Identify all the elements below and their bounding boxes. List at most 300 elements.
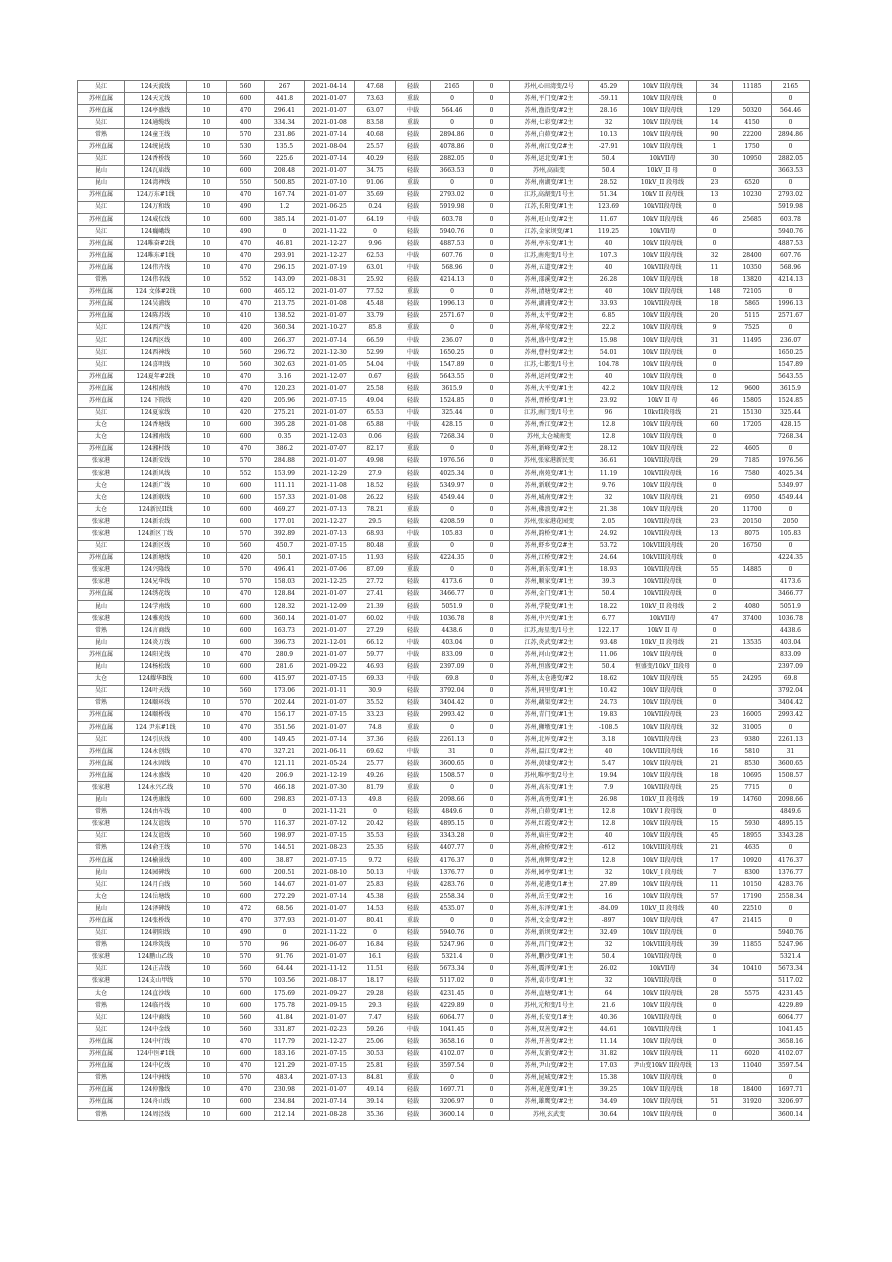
table-cell: 0 [474,746,510,758]
table-cell: 吴江 [78,117,125,129]
table-cell: 124相南线 [125,383,187,395]
table-cell: 53.72 [589,540,629,552]
table-cell: 昆山 [78,601,125,613]
table-cell: 中载 [396,250,431,262]
table-cell: 2021-12-27 [305,1036,355,1048]
table-cell: 张家港 [78,818,125,830]
table-cell: 5117.02 [431,975,474,987]
table-cell: 36.61 [589,455,629,467]
table-cell: 5321.4 [772,951,810,963]
table-cell: 2021-01-07 [305,93,355,105]
table-cell: 124绣花线 [125,588,187,600]
table-cell: 0 [355,927,396,939]
table-row [78,625,810,637]
table-cell: 32.49 [589,927,629,939]
table-cell: 0 [355,806,396,818]
table-cell: 3466.77 [431,588,474,600]
table-cell: 常熟 [78,129,125,141]
table-cell: 江苏,高湖变/1号主 [510,189,589,201]
table-cell: 0 [697,1072,733,1084]
table-cell: 200.51 [265,867,305,879]
table-cell: 2558.34 [431,891,474,903]
table-cell: 轻载 [396,963,431,975]
table-cell: 10 [187,927,227,939]
table-cell: 2021-01-08 [305,492,355,504]
table-cell: 396.73 [265,637,305,649]
table-cell: 吴江 [78,1024,125,1036]
table-cell: 124直沙线 [125,988,187,1000]
table-cell: 124张桥线 [125,915,187,927]
table-cell: 2021-07-10 [305,177,355,189]
table-cell: 轻载 [396,141,431,153]
table-cell: 281.6 [265,661,305,673]
table-cell: 苏州,岳王变/#2主 [510,891,589,903]
table-cell: 0 [772,117,810,129]
table-cell: 苏州,昆城变/#2主 [510,1072,589,1084]
table-cell: 5865 [733,298,772,310]
table-cell: 124临丹线 [125,1000,187,1012]
table-cell: 0 [474,528,510,540]
table-cell: 83.58 [355,117,396,129]
table-cell: 603.78 [431,214,474,226]
table-cell: 4176.37 [431,855,474,867]
table-cell [733,806,772,818]
table-row [78,407,810,419]
table-row [78,879,810,891]
table-cell: 175.78 [265,1000,305,1012]
table-cell [733,1000,772,1012]
table-cell: 47.68 [355,81,396,93]
table-cell: 3600.65 [431,758,474,770]
table-row [78,334,810,346]
table-cell: 2021-08-28 [305,1108,355,1120]
table-cell: 10kV II段母线 [629,758,697,770]
table-cell: 560 [227,359,265,371]
table-cell: 31 [431,746,474,758]
table-cell: 0 [474,903,510,915]
table-cell: 325.44 [431,407,474,419]
table-cell: 47 [697,915,733,927]
table-cell: 0 [697,1012,733,1024]
table-cell: 2021-01-07 [305,310,355,322]
table-cell: 10kV II段母线 [629,322,697,334]
table-cell: 13 [697,528,733,540]
table-cell: 苏州,渔沿变/#2主 [510,105,589,117]
table-cell: 10 [187,383,227,395]
table-cell: 10 [187,310,227,322]
table-cell: 苏州,佛浪变/#2主 [510,504,589,516]
table-cell: 5919.98 [772,201,810,213]
table-cell: 10 [187,649,227,661]
table-cell: 2021-07-15 [305,552,355,564]
table-cell [733,951,772,963]
table-cell: 吴江 [78,407,125,419]
table-cell: 10kVII母 [629,226,697,238]
table-cell: 603.78 [772,214,810,226]
table-cell: 苏州,新联变/#2主 [510,480,589,492]
table-cell: 570 [227,576,265,588]
table-cell: 5919.98 [431,201,474,213]
table-cell: 10 [187,334,227,346]
table-cell: 0 [431,782,474,794]
table-cell: 2894.86 [431,129,474,141]
table-cell: 1041.45 [772,1024,810,1036]
table-cell: 10kV II段母线 [629,818,697,830]
table-cell: 苏州,盛中变/#2主 [510,334,589,346]
table-cell: 12.8 [589,419,629,431]
table-cell: 轻载 [396,1060,431,1072]
table-cell: 2021-10-27 [305,322,355,334]
table-cell: 74.8 [355,721,396,733]
table-cell: 10kV II段母线 [629,359,697,371]
table-cell [733,1012,772,1024]
table-cell: 2021-01-07 [305,697,355,709]
table-cell: 10 [187,770,227,782]
table-cell: 4224.35 [772,552,810,564]
table-cell: 5673.34 [431,963,474,975]
table-cell: 轻载 [396,395,431,407]
table-row [78,564,810,576]
table-cell: 124永固线 [125,758,187,770]
table-cell: 苏州,大平变/#1主 [510,383,589,395]
table-cell: 120.23 [265,383,305,395]
table-cell: 轻载 [396,601,431,613]
table-cell: 19.83 [589,709,629,721]
table-cell: 124兄华线 [125,576,187,588]
table-cell: 2021-01-07 [305,214,355,226]
table-cell: 124叶天线 [125,685,187,697]
table-cell: 0 [474,334,510,346]
table-cell: 10 [187,516,227,528]
table-cell: 50.1 [265,552,305,564]
table-cell: 420 [227,770,265,782]
table-cell: 2 [697,601,733,613]
table-cell: 2021-01-07 [305,649,355,661]
table-cell: 12.8 [589,855,629,867]
table-cell: 570 [227,697,265,709]
table-cell: 40 [589,286,629,298]
table-cell: 428.15 [431,419,474,431]
table-cell: 2261.13 [431,734,474,746]
table-cell: 49.98 [355,455,396,467]
table-cell: 472 [227,903,265,915]
table-cell: 32 [697,721,733,733]
table-cell: 49.8 [355,794,396,806]
table-cell: 轻载 [396,697,431,709]
table-cell: 124西产线 [125,322,187,334]
table-cell: 苏州,花莲变/#1主 [510,1084,589,1096]
table-cell: 轻载 [396,1048,431,1060]
table-cell: 124周泾线 [125,1108,187,1120]
table-cell: 太仓 [78,492,125,504]
table-cell: 0 [474,782,510,794]
table-cell [733,371,772,383]
table-cell: 10kV II段母线 [629,649,697,661]
table-cell: 苏州,南湖变/#1主 [510,177,589,189]
table-cell: 10kV_II 段母线 [629,794,697,806]
table-cell: 2021-07-30 [305,782,355,794]
table-cell: 10kVII段母线 [629,782,697,794]
table-cell: 415.97 [265,673,305,685]
table-cell: 124永兴乙线 [125,782,187,794]
table-cell: 10 [187,250,227,262]
table-cell: 144.67 [265,879,305,891]
table-cell: 25.57 [355,141,396,153]
table-cell: 124永创线 [125,746,187,758]
table-cell: 400 [227,334,265,346]
table-cell: 中载 [396,637,431,649]
table-row [78,794,810,806]
table-cell: 2021-07-13 [305,794,355,806]
table-cell: 10kV II段母线 [629,431,697,443]
table-cell: 360.14 [265,613,305,625]
table-cell: 33.23 [355,709,396,721]
table-cell: 66.59 [355,334,396,346]
table-cell: 4549.44 [431,492,474,504]
table-cell: 40.36 [589,1012,629,1024]
table-cell: 2021-01-07 [305,407,355,419]
table-cell: 苏州直属 [78,238,125,250]
table-cell: 23 [697,177,733,189]
table-cell: 10kV II段母线 [629,419,697,431]
table-cell: 0 [772,286,810,298]
table-cell: 31005 [733,721,772,733]
table-cell: 600 [227,988,265,1000]
table-cell: 80.41 [355,915,396,927]
table-cell: 0 [474,927,510,939]
table-cell: 昆山 [78,867,125,879]
table-cell: 33.79 [355,310,396,322]
table-cell: 0 [431,721,474,733]
table-cell: 轻载 [396,165,431,177]
table-cell: 124由车线 [125,806,187,818]
table-cell: 2021-01-07 [305,951,355,963]
table-row [78,709,810,721]
table-cell: 10 [187,371,227,383]
table-cell: 3404.42 [431,697,474,709]
table-cell: 470 [227,238,265,250]
table-cell: 0 [772,93,810,105]
table-cell: 465.12 [265,286,305,298]
table-cell: 600 [227,1048,265,1060]
table-cell: 39.14 [355,1096,396,1108]
table-cell: 太仓 [78,480,125,492]
table-cell: 尹山变10kV II段母线 [629,1060,697,1072]
table-cell: 25.35 [355,842,396,854]
table-cell: 0 [431,915,474,927]
table-cell: 10 [187,782,227,794]
table-cell: 2021-01-07 [305,165,355,177]
table-cell: 122.17 [589,625,629,637]
table-cell: 124仲豫线 [125,1084,187,1096]
table-cell: 121.29 [265,1060,305,1072]
table-cell: 272.29 [265,891,305,903]
table-cell: 苏州,黄埭变/#2主 [510,758,589,770]
table-cell: 0 [474,93,510,105]
table-cell: 昆山 [78,165,125,177]
table-cell: 苏州,温江变/#2主 [510,746,589,758]
table-cell: 29.28 [355,988,396,1000]
table-cell: 0 [697,649,733,661]
table-cell: 103.56 [265,975,305,987]
table-cell: 0 [697,975,733,987]
table-cell: 5930 [733,818,772,830]
table-cell: 苏州直属 [78,758,125,770]
table-cell: 35.69 [355,189,396,201]
table-cell: 0 [697,1036,733,1048]
table-cell: 560 [227,963,265,975]
table-cell: 吴江 [78,226,125,238]
table-cell: 苏州,亭东变/#1主 [510,238,589,250]
table-cell: 11 [697,262,733,274]
table-cell: 张家港 [78,516,125,528]
table-cell: 轻载 [396,794,431,806]
table-cell: 江苏,金家坝变/#1 [510,226,589,238]
table-cell: 124万东#1线 [125,189,187,201]
table-cell: 21.38 [589,504,629,516]
table-row [78,685,810,697]
table-cell: 124月白线 [125,879,187,891]
table-cell: 490 [227,201,265,213]
table-cell: 0 [697,697,733,709]
table-row [78,673,810,685]
table-cell: 4605 [733,443,772,455]
table-cell: 10kV II段母线 [629,673,697,685]
table-cell: 1650.25 [431,347,474,359]
table-cell: 32 [697,250,733,262]
table-row [78,431,810,443]
table-cell: 1524.85 [431,395,474,407]
table-cell: 11.67 [589,214,629,226]
table-cell: 轻载 [396,1000,431,1012]
table-cell: 4549.44 [772,492,810,504]
table-row [78,492,810,504]
table-cell: 600 [227,214,265,226]
table-cell: 1041.45 [431,1024,474,1036]
table-cell: 10kVIII段母线 [629,540,697,552]
table-cell: 0 [474,286,510,298]
table-cell: 2021-01-08 [305,117,355,129]
table-cell: 124中行线 [125,1036,187,1048]
table-cell: 10 [187,286,227,298]
table-cell: 10150 [733,879,772,891]
table-cell: 10kVII段母线 [629,709,697,721]
table-row [78,504,810,516]
table-row [78,480,810,492]
table-cell: 14.53 [355,903,396,915]
table-cell: 0 [474,1108,510,1120]
table-cell: 苏州,金门变/#1主 [510,588,589,600]
table-cell: 3615.9 [431,383,474,395]
table-cell: 0 [474,189,510,201]
table-cell: 40 [589,830,629,842]
table-cell: 4535.07 [431,903,474,915]
table-cell: 10 [187,1012,227,1024]
table-row [78,81,810,93]
table-cell: 10 [187,988,227,1000]
table-cell: 10 [187,238,227,250]
table-cell: 10kVII段母线 [629,1012,697,1024]
table-cell: 377.93 [265,915,305,927]
table-cell: 10kVII段母线 [629,262,697,274]
table-cell: 124中洲线 [125,1072,187,1084]
table-cell: 64.19 [355,214,396,226]
table-cell: 轻载 [396,709,431,721]
table-cell: 60.02 [355,613,396,625]
table-cell: 苏州直属 [78,395,125,407]
table-cell: 600 [227,613,265,625]
table-cell: 0 [474,455,510,467]
table-cell: 560 [227,1012,265,1024]
table-cell: 28.16 [589,105,629,117]
table-cell: 10 [187,963,227,975]
table-cell: 124新塘线 [125,552,187,564]
table-cell: 10 [187,1000,227,1012]
table-row [78,262,810,274]
table-cell: 2021-07-15 [305,855,355,867]
table-cell: 轻载 [396,975,431,987]
table-cell: 0 [474,576,510,588]
table-cell: 0 [474,141,510,153]
table-cell: 600 [227,165,265,177]
table-cell: 10kVII段母线 [629,455,697,467]
table-cell: 10 [187,806,227,818]
table-cell: 2021-01-07 [305,105,355,117]
table-cell: 苏州,直塘变/#1主 [510,988,589,1000]
table-cell: 124吴浦线 [125,298,187,310]
table-cell: 10kVII段母线 [629,576,697,588]
table-cell: 470 [227,915,265,927]
table-cell: 35.52 [355,697,396,709]
table-cell: 重载 [396,286,431,298]
table-cell: 0 [697,201,733,213]
table-cell [733,238,772,250]
table-cell [733,552,772,564]
table-cell: 常熟 [78,939,125,951]
table-row [78,915,810,927]
table-cell: 183.16 [265,1048,305,1060]
table-cell: 0 [474,661,510,673]
table-cell: 2397.09 [772,661,810,673]
table-cell: 32 [589,867,629,879]
table-cell: 124新风线 [125,468,187,480]
table-cell: 13 [697,1060,733,1072]
table-cell: 93.48 [589,637,629,649]
table-cell: 0 [474,165,510,177]
table-cell: 10.42 [589,685,629,697]
table-cell: 苏州直属 [78,105,125,117]
table-cell: 13 [697,189,733,201]
table-cell [733,649,772,661]
table-cell: 37400 [733,613,772,625]
table-cell: 124新农线 [125,516,187,528]
table-cell: 0 [474,721,510,733]
table-row [78,129,810,141]
table-cell: 10kV II段母线 [629,879,697,891]
table-cell: 3600.14 [431,1108,474,1120]
table-cell [733,226,772,238]
table-cell: 太仓 [78,988,125,1000]
table-cell: 苏州直属 [78,250,125,262]
table-cell: 轻载 [396,129,431,141]
table-cell: 苏州,高勇变/#1主 [510,794,589,806]
table-cell: 0 [697,661,733,673]
table-cell: 30 [697,153,733,165]
table-cell: 0 [265,806,305,818]
table-cell: 10 [187,419,227,431]
table-cell: 124天元线 [125,93,187,105]
table-cell: 轻载 [396,492,431,504]
